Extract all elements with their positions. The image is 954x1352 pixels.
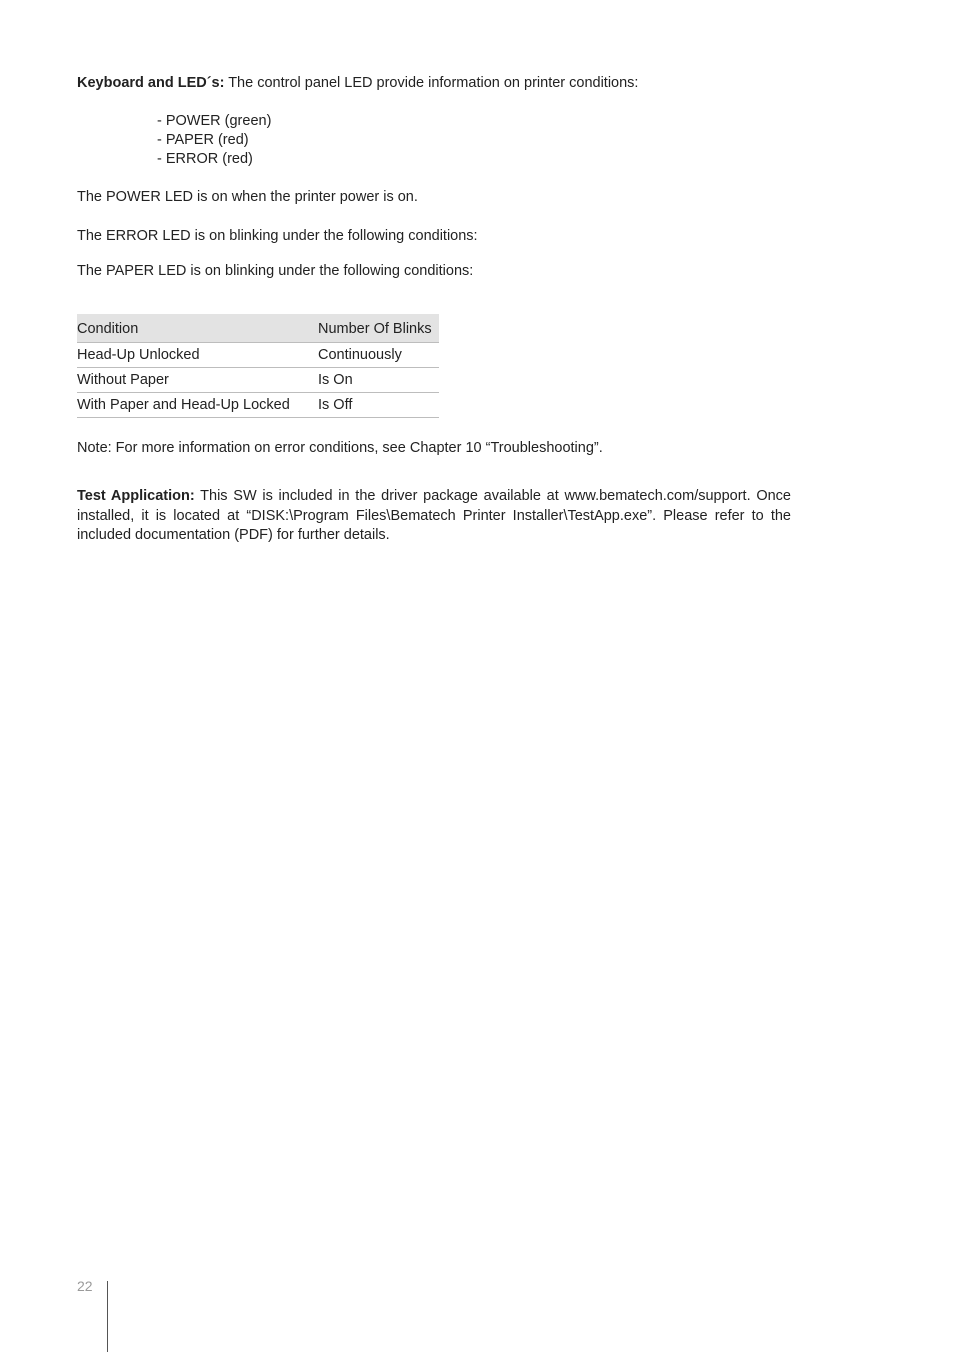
page-footer-divider xyxy=(107,1281,108,1352)
table-cell-blinks: Is Off xyxy=(318,393,439,418)
table-header-row xyxy=(77,314,439,343)
keyboard-led-paragraph xyxy=(77,74,638,93)
note-paragraph: Note: For more information on error conditions, see Chapter 10 “Troubleshooting”. xyxy=(77,440,603,456)
table-cell-condition: Head-Up Unlocked xyxy=(77,343,318,368)
table-header-condition: Condition xyxy=(77,314,318,343)
table-cell-condition: Without Paper xyxy=(77,368,318,393)
led-list-item-power: - POWER (green) xyxy=(157,113,272,129)
error-led-paragraph: The ERROR LED is on blinking under the following conditions: xyxy=(77,228,478,244)
test-application-body: This SW is included in the driver package available at www.bematech.com/support. Once installed, it is located at “DISK:\Program Files\Bematech Printer Installer\TestApp.exe”. Please refer to the included documentation (PDF) for further details. xyxy=(77,488,791,543)
table-cell-blinks: Is On xyxy=(318,368,439,393)
table-cell-blinks: Continuously xyxy=(318,343,439,368)
power-led-paragraph: The POWER LED is on when the printer power is on. xyxy=(77,189,418,205)
blink-conditions-table xyxy=(77,314,439,418)
keyboard-led-intro: The control panel LED provide information on printer conditions: xyxy=(224,75,639,91)
led-list-item-paper: - PAPER (red) xyxy=(157,132,249,148)
table-row xyxy=(77,368,439,393)
table-row xyxy=(77,393,439,418)
test-application-paragraph xyxy=(77,487,791,546)
table-row xyxy=(77,343,439,368)
paper-led-paragraph: The PAPER LED is on blinking under the following conditions: xyxy=(77,263,474,279)
table-cell-condition: With Paper and Head-Up Locked xyxy=(77,393,318,418)
page-number: 22 xyxy=(77,1278,93,1294)
led-list xyxy=(157,112,271,169)
led-list-item-error: - ERROR (red) xyxy=(157,151,253,167)
keyboard-led-heading: Keyboard and LED´s: xyxy=(77,75,225,91)
test-application-heading: Test Application: xyxy=(77,488,195,504)
table-header-number-of-blinks: Number Of Blinks xyxy=(318,314,439,343)
